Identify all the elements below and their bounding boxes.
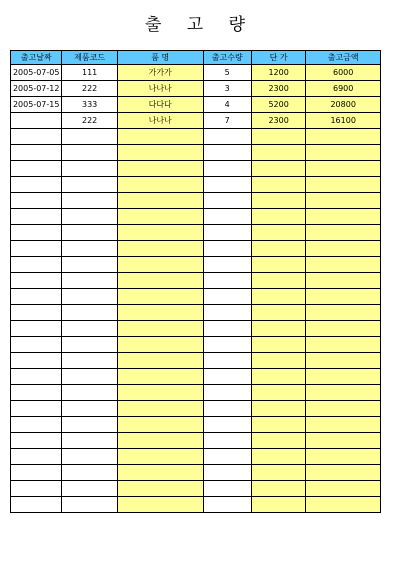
cell-item-name[interactable] bbox=[117, 209, 203, 225]
cell-quantity[interactable]: 4 bbox=[203, 97, 251, 113]
cell-date[interactable] bbox=[11, 273, 62, 289]
cell-unit-price[interactable] bbox=[251, 257, 305, 273]
cell-unit-price[interactable] bbox=[251, 337, 305, 353]
cell-date[interactable] bbox=[11, 321, 62, 337]
header-row bbox=[11, 51, 381, 65]
cell-product-code[interactable]: 222 bbox=[62, 81, 117, 97]
cell-unit-price[interactable] bbox=[251, 369, 305, 385]
cell-quantity[interactable] bbox=[203, 337, 251, 353]
cell-product-code[interactable] bbox=[62, 369, 117, 385]
table-row bbox=[11, 97, 381, 113]
cell-quantity[interactable] bbox=[203, 273, 251, 289]
cell-product-code[interactable] bbox=[62, 321, 117, 337]
cell-date[interactable] bbox=[11, 497, 62, 513]
cell-item-name[interactable] bbox=[117, 257, 203, 273]
cell-item-name[interactable] bbox=[117, 129, 203, 145]
table-row bbox=[11, 321, 381, 337]
cell-product-code[interactable] bbox=[62, 145, 117, 161]
cell-unit-price[interactable]: 1200 bbox=[251, 65, 305, 81]
cell-date[interactable] bbox=[11, 433, 62, 449]
cell-item-name[interactable] bbox=[117, 385, 203, 401]
cell-item-name[interactable] bbox=[117, 401, 203, 417]
cell-product-code[interactable]: 333 bbox=[62, 97, 117, 113]
cell-product-code[interactable] bbox=[62, 129, 117, 145]
cell-unit-price[interactable] bbox=[251, 225, 305, 241]
cell-amount[interactable] bbox=[306, 449, 381, 465]
cell-quantity[interactable]: 7 bbox=[203, 113, 251, 129]
cell-quantity[interactable] bbox=[203, 129, 251, 145]
table-row bbox=[11, 481, 381, 497]
cell-amount[interactable] bbox=[306, 497, 381, 513]
cell-quantity[interactable]: 5 bbox=[203, 65, 251, 81]
table-row bbox=[11, 65, 381, 81]
cell-date[interactable] bbox=[11, 225, 62, 241]
cell-amount[interactable] bbox=[306, 465, 381, 481]
table-row bbox=[11, 129, 381, 145]
cell-amount[interactable] bbox=[306, 369, 381, 385]
table-row bbox=[11, 369, 381, 385]
cell-product-code[interactable]: 111 bbox=[62, 65, 117, 81]
header-item-name[interactable]: 품 명 bbox=[117, 51, 203, 65]
cell-quantity[interactable] bbox=[203, 145, 251, 161]
cell-item-name[interactable] bbox=[117, 449, 203, 465]
cell-item-name[interactable] bbox=[117, 289, 203, 305]
cell-item-name[interactable] bbox=[117, 481, 203, 497]
cell-unit-price[interactable] bbox=[251, 385, 305, 401]
cell-date[interactable]: 2005-07-05 bbox=[11, 65, 62, 81]
cell-item-name[interactable] bbox=[117, 241, 203, 257]
cell-unit-price[interactable] bbox=[251, 145, 305, 161]
cell-quantity[interactable] bbox=[203, 481, 251, 497]
cell-item-name[interactable] bbox=[117, 433, 203, 449]
cell-product-code[interactable] bbox=[62, 225, 117, 241]
cell-item-name[interactable] bbox=[117, 337, 203, 353]
cell-product-code[interactable] bbox=[62, 449, 117, 465]
cell-date[interactable] bbox=[11, 177, 62, 193]
cell-amount[interactable] bbox=[306, 257, 381, 273]
cell-date[interactable] bbox=[11, 305, 62, 321]
cell-item-name[interactable] bbox=[117, 145, 203, 161]
cell-date[interactable] bbox=[11, 417, 62, 433]
cell-product-code[interactable] bbox=[62, 177, 117, 193]
cell-product-code[interactable] bbox=[62, 193, 117, 209]
cell-unit-price[interactable] bbox=[251, 353, 305, 369]
cell-amount[interactable] bbox=[306, 417, 381, 433]
cell-date[interactable]: 2005-07-15 bbox=[11, 97, 62, 113]
cell-unit-price[interactable] bbox=[251, 289, 305, 305]
header-product-code[interactable]: 제품코드 bbox=[62, 51, 117, 65]
cell-amount[interactable] bbox=[306, 305, 381, 321]
cell-date[interactable] bbox=[11, 289, 62, 305]
cell-date[interactable] bbox=[11, 337, 62, 353]
cell-product-code[interactable] bbox=[62, 209, 117, 225]
cell-amount[interactable] bbox=[306, 177, 381, 193]
cell-quantity[interactable] bbox=[203, 289, 251, 305]
cell-amount[interactable] bbox=[306, 481, 381, 497]
cell-date[interactable] bbox=[11, 161, 62, 177]
cell-product-code[interactable] bbox=[62, 417, 117, 433]
table-row bbox=[11, 225, 381, 241]
cell-unit-price[interactable]: 2300 bbox=[251, 113, 305, 129]
cell-date[interactable] bbox=[11, 193, 62, 209]
cell-unit-price[interactable] bbox=[251, 209, 305, 225]
cell-product-code[interactable]: 222 bbox=[62, 113, 117, 129]
cell-quantity[interactable] bbox=[203, 353, 251, 369]
cell-amount[interactable] bbox=[306, 161, 381, 177]
header-quantity[interactable]: 출고수량 bbox=[203, 51, 251, 65]
table-row bbox=[11, 209, 381, 225]
cell-quantity[interactable] bbox=[203, 241, 251, 257]
table-row bbox=[11, 449, 381, 465]
cell-quantity[interactable] bbox=[203, 433, 251, 449]
cell-date[interactable] bbox=[11, 241, 62, 257]
cell-product-code[interactable] bbox=[62, 481, 117, 497]
cell-unit-price[interactable] bbox=[251, 193, 305, 209]
cell-amount[interactable] bbox=[306, 273, 381, 289]
table-row bbox=[11, 113, 381, 129]
cell-product-code[interactable] bbox=[62, 273, 117, 289]
cell-product-code[interactable] bbox=[62, 497, 117, 513]
cell-item-name[interactable]: 나나나 bbox=[117, 81, 203, 97]
cell-quantity[interactable] bbox=[203, 321, 251, 337]
cell-date[interactable]: 2005-07-12 bbox=[11, 81, 62, 97]
cell-unit-price[interactable] bbox=[251, 161, 305, 177]
table-row bbox=[11, 433, 381, 449]
cell-unit-price[interactable] bbox=[251, 241, 305, 257]
cell-date[interactable] bbox=[11, 481, 62, 497]
cell-item-name[interactable] bbox=[117, 321, 203, 337]
cell-item-name[interactable] bbox=[117, 273, 203, 289]
cell-amount[interactable] bbox=[306, 193, 381, 209]
cell-item-name[interactable] bbox=[117, 465, 203, 481]
cell-amount[interactable] bbox=[306, 241, 381, 257]
cell-product-code[interactable] bbox=[62, 353, 117, 369]
cell-date[interactable] bbox=[11, 145, 62, 161]
cell-date[interactable] bbox=[11, 257, 62, 273]
shipment-table bbox=[10, 50, 381, 513]
cell-amount[interactable] bbox=[306, 225, 381, 241]
table-row bbox=[11, 417, 381, 433]
cell-amount[interactable] bbox=[306, 353, 381, 369]
table-row bbox=[11, 337, 381, 353]
cell-amount[interactable] bbox=[306, 209, 381, 225]
cell-date[interactable] bbox=[11, 129, 62, 145]
cell-item-name[interactable] bbox=[117, 417, 203, 433]
cell-unit-price[interactable] bbox=[251, 433, 305, 449]
cell-unit-price[interactable] bbox=[251, 401, 305, 417]
cell-product-code[interactable] bbox=[62, 257, 117, 273]
cell-quantity[interactable] bbox=[203, 209, 251, 225]
cell-amount[interactable]: 6000 bbox=[306, 65, 381, 81]
cell-quantity[interactable] bbox=[203, 417, 251, 433]
cell-product-code[interactable] bbox=[62, 241, 117, 257]
cell-product-code[interactable] bbox=[62, 401, 117, 417]
cell-amount[interactable] bbox=[306, 433, 381, 449]
cell-product-code[interactable] bbox=[62, 289, 117, 305]
cell-item-name[interactable]: 나나나 bbox=[117, 113, 203, 129]
table-row bbox=[11, 81, 381, 97]
cell-date[interactable] bbox=[11, 449, 62, 465]
cell-product-code[interactable] bbox=[62, 385, 117, 401]
sheet-title: 출 고 량 bbox=[144, 15, 256, 35]
cell-unit-price[interactable]: 2300 bbox=[251, 81, 305, 97]
cell-item-name[interactable] bbox=[117, 305, 203, 321]
cell-quantity[interactable] bbox=[203, 497, 251, 513]
cell-amount[interactable] bbox=[306, 289, 381, 305]
header-amount[interactable]: 출고금액 bbox=[306, 51, 381, 65]
header-unit-price[interactable]: 단 가 bbox=[251, 51, 305, 65]
cell-item-name[interactable] bbox=[117, 193, 203, 209]
cell-amount[interactable] bbox=[306, 337, 381, 353]
table-row bbox=[11, 161, 381, 177]
cell-unit-price[interactable] bbox=[251, 465, 305, 481]
cell-item-name[interactable] bbox=[117, 161, 203, 177]
table-row bbox=[11, 401, 381, 417]
cell-item-name[interactable]: 가가가 bbox=[117, 65, 203, 81]
table-row bbox=[11, 193, 381, 209]
table-row bbox=[11, 177, 381, 193]
table-row bbox=[11, 289, 381, 305]
cell-unit-price[interactable] bbox=[251, 273, 305, 289]
cell-date[interactable] bbox=[11, 369, 62, 385]
cell-amount[interactable]: 6900 bbox=[306, 81, 381, 97]
cell-product-code[interactable] bbox=[62, 161, 117, 177]
cell-date[interactable] bbox=[11, 465, 62, 481]
cell-unit-price[interactable] bbox=[251, 449, 305, 465]
cell-product-code[interactable] bbox=[62, 305, 117, 321]
table-row bbox=[11, 497, 381, 513]
cell-amount[interactable] bbox=[306, 321, 381, 337]
cell-unit-price[interactable]: 5200 bbox=[251, 97, 305, 113]
cell-date[interactable] bbox=[11, 209, 62, 225]
cell-amount[interactable] bbox=[306, 129, 381, 145]
cell-quantity[interactable] bbox=[203, 305, 251, 321]
cell-unit-price[interactable] bbox=[251, 177, 305, 193]
table-row bbox=[11, 385, 381, 401]
cell-item-name[interactable] bbox=[117, 369, 203, 385]
cell-item-name[interactable]: 다다다 bbox=[117, 97, 203, 113]
header-date[interactable]: 출고날짜 bbox=[11, 51, 62, 65]
cell-date[interactable] bbox=[11, 401, 62, 417]
cell-quantity[interactable] bbox=[203, 161, 251, 177]
table-row bbox=[11, 305, 381, 321]
table-row bbox=[11, 145, 381, 161]
cell-product-code[interactable] bbox=[62, 433, 117, 449]
table-row bbox=[11, 257, 381, 273]
cell-unit-price[interactable] bbox=[251, 321, 305, 337]
cell-item-name[interactable] bbox=[117, 497, 203, 513]
cell-quantity[interactable] bbox=[203, 369, 251, 385]
table-row bbox=[11, 465, 381, 481]
cell-item-name[interactable] bbox=[117, 177, 203, 193]
cell-date[interactable] bbox=[11, 385, 62, 401]
table-row bbox=[11, 241, 381, 257]
cell-quantity[interactable] bbox=[203, 465, 251, 481]
cell-quantity[interactable] bbox=[203, 225, 251, 241]
cell-product-code[interactable] bbox=[62, 465, 117, 481]
cell-quantity[interactable] bbox=[203, 257, 251, 273]
table-row bbox=[11, 273, 381, 289]
cell-amount[interactable] bbox=[306, 145, 381, 161]
cell-date[interactable] bbox=[11, 113, 62, 129]
cell-item-name[interactable] bbox=[117, 225, 203, 241]
cell-quantity[interactable] bbox=[203, 401, 251, 417]
cell-quantity[interactable] bbox=[203, 449, 251, 465]
cell-item-name[interactable] bbox=[117, 353, 203, 369]
cell-quantity[interactable] bbox=[203, 193, 251, 209]
table-row bbox=[11, 353, 381, 369]
cell-unit-price[interactable] bbox=[251, 305, 305, 321]
cell-unit-price[interactable] bbox=[251, 497, 305, 513]
cell-quantity[interactable] bbox=[203, 177, 251, 193]
cell-amount[interactable]: 20800 bbox=[306, 97, 381, 113]
cell-unit-price[interactable] bbox=[251, 129, 305, 145]
cell-quantity[interactable] bbox=[203, 385, 251, 401]
cell-product-code[interactable] bbox=[62, 337, 117, 353]
cell-amount[interactable]: 16100 bbox=[306, 113, 381, 129]
cell-unit-price[interactable] bbox=[251, 481, 305, 497]
cell-quantity[interactable]: 3 bbox=[203, 81, 251, 97]
cell-amount[interactable] bbox=[306, 385, 381, 401]
cell-unit-price[interactable] bbox=[251, 417, 305, 433]
cell-date[interactable] bbox=[11, 353, 62, 369]
cell-amount[interactable] bbox=[306, 401, 381, 417]
